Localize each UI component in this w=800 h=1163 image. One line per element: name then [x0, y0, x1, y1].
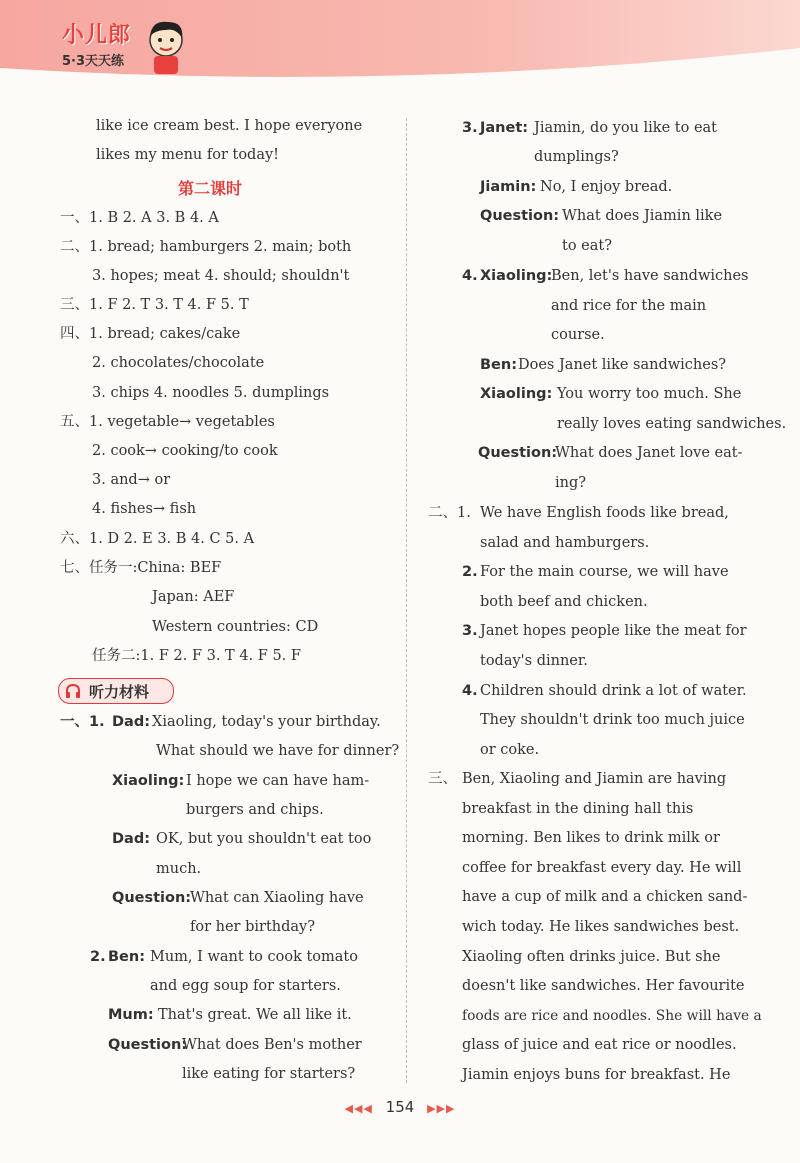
answer-row: Japan: AEF [152, 589, 235, 605]
answer-line: Children should drink a lot of water. [480, 683, 747, 699]
speaker-label: Mum: [108, 1007, 154, 1023]
answer-line: For the main course, we will have [480, 564, 729, 580]
item-number: 2. [90, 949, 106, 965]
dialog-line: I hope we can have ham- [186, 773, 370, 789]
answer-row: 2. cook→ cooking/to cook [92, 443, 278, 459]
question-label: Question: [480, 208, 560, 224]
answer-row: 二、1. bread; hamburgers 2. main; both [60, 239, 352, 255]
item-number: 一、1. [60, 714, 105, 730]
dialog-line: Does Janet like sandwiches? [518, 357, 727, 373]
dialog-line: burgers and chips. [186, 802, 324, 818]
column-divider [406, 118, 407, 1083]
answer-line: We have English foods like bread, [480, 505, 729, 521]
answer-row: 一、1. B 2. A 3. B 4. A [60, 210, 219, 226]
answer-row: 3. chips 4. noodles 5. dumplings [92, 385, 330, 401]
question-label: Question: [112, 890, 192, 906]
answer-row: 五、1. vegetable→ vegetables [60, 414, 275, 430]
page-number: 154 [385, 1098, 415, 1116]
dialog-line: dumplings? [534, 149, 619, 165]
tag-label: 听力材料 [89, 683, 150, 701]
answer-line: They shouldn't drink too much juice [480, 712, 745, 728]
item-number: 2. [462, 564, 478, 580]
speaker-label: Xiaoling: [480, 386, 553, 402]
right-arrows-icon: ▶▶▶ [427, 1102, 456, 1115]
speaker-label: Dad: [112, 831, 150, 847]
question-label: Question: [478, 445, 558, 461]
answer-row: 3. and→ or [92, 472, 171, 488]
answer-line: both beef and chicken. [480, 594, 648, 610]
dialog-line: to eat? [562, 238, 612, 254]
dialog-line: like eating for starters? [182, 1066, 356, 1082]
dialog-line: and rice for the main [551, 298, 707, 314]
passage-line: Xiaoling often drinks juice. But she [462, 949, 721, 965]
dialog-line: What does Jiamin like [562, 208, 723, 224]
dialog-line: ing? [555, 475, 587, 491]
left-arrows-icon: ◀◀◀ [344, 1102, 373, 1115]
headphones-icon [65, 683, 81, 699]
passage-line: coffee for breakfast every day. He will [462, 860, 742, 876]
passage-line: glass of juice and eat rice or noodles. [462, 1037, 737, 1053]
dialog-line: course. [551, 327, 605, 343]
dialog-line: Mum, I want to cook tomato [150, 949, 358, 965]
speaker-label: Xiaoling: [112, 773, 185, 789]
passage-line: have a cup of milk and a chicken sand- [462, 889, 748, 905]
boy-mascot-icon [142, 16, 190, 76]
dialog-line: What does Janet love eat- [555, 445, 743, 461]
answer-row: 3. hopes; meat 4. should; shouldn't [92, 268, 350, 284]
left-line-2: likes my menu for today! [96, 147, 279, 163]
item-number: 4. [462, 268, 478, 284]
item-number: 二、1. [428, 505, 471, 521]
answer-line: salad and hamburgers. [480, 535, 650, 551]
passage-line: morning. Ben likes to drink milk or [462, 830, 720, 846]
answer-row: 七、任务一:China: BEF [60, 560, 222, 576]
item-number: 三、 [428, 771, 457, 787]
dialog-line: OK, but you shouldn't eat too [156, 831, 372, 847]
listening-material-tag [58, 678, 174, 704]
dialog-line: Xiaoling, today's your birthday. [152, 714, 381, 730]
dialog-line: What can Xiaoling have [190, 890, 364, 906]
dialog-line: much. [156, 861, 202, 877]
answer-row: 三、1. F 2. T 3. T 4. F 5. T [60, 297, 249, 313]
passage-line: breakfast in the dining hall this [462, 801, 694, 817]
passage-line: Jiamin enjoys buns for breakfast. He [462, 1067, 731, 1083]
section-title: 第二课时 [178, 179, 243, 198]
answer-line: or coke. [480, 742, 540, 758]
left-line-1: like ice cream best. I hope everyone [96, 118, 363, 134]
speaker-label: Janet: [480, 120, 529, 136]
passage-line: Ben, Xiaoling and Jiamin are having [462, 771, 727, 787]
speaker-label: Xiaoling: [480, 268, 553, 284]
dialog-line: for her birthday? [190, 919, 316, 935]
dialog-line: No, I enjoy bread. [540, 179, 673, 195]
speaker-label: Jiamin: [480, 179, 537, 195]
logo-title: 小儿郎 [62, 23, 132, 48]
answer-row: 2. chocolates/chocolate [92, 355, 265, 371]
passage-line: wich today. He likes sandwiches best. [462, 919, 740, 935]
passage-line: foods are rice and noodles. She will have a [462, 1008, 762, 1024]
dialog-line: and egg soup for starters. [150, 978, 341, 994]
question-label: Question: [108, 1037, 188, 1053]
item-number: 3. [462, 120, 478, 136]
brand-logo [56, 14, 196, 78]
dialog-line: really loves eating sandwiches. [557, 416, 787, 432]
answer-row: 任务二:1. F 2. F 3. T 4. F 5. F [92, 648, 301, 664]
item-number: 4. [462, 683, 478, 699]
dialog-line: That's great. We all like it. [158, 1007, 352, 1023]
speaker-label: Ben: [480, 357, 518, 373]
speaker-label: Dad: [112, 714, 150, 730]
answer-row: 四、1. bread; cakes/cake [60, 326, 241, 342]
item-number: 3. [462, 623, 478, 639]
speaker-label: Ben: [108, 949, 146, 965]
answer-line: Janet hopes people like the meat for [480, 623, 747, 639]
answer-row: 六、1. D 2. E 3. B 4. C 5. A [60, 531, 255, 547]
answer-row: Western countries: CD [152, 619, 319, 635]
answer-line: today's dinner. [480, 653, 588, 669]
dialog-line: What does Ben's mother [182, 1037, 362, 1053]
dialog-line: Jiamin, do you like to eat [534, 120, 717, 136]
logo-subtitle: 5·3天天练 [62, 54, 125, 69]
dialog-line: What should we have for dinner? [156, 743, 400, 759]
dialog-line: Ben, let's have sandwiches [551, 268, 749, 284]
passage-line: doesn't like sandwiches. Her favourite [462, 978, 745, 994]
answer-row: 4. fishes→ fish [92, 501, 197, 517]
page-footer [0, 1098, 800, 1116]
dialog-line: You worry too much. She [557, 386, 742, 402]
